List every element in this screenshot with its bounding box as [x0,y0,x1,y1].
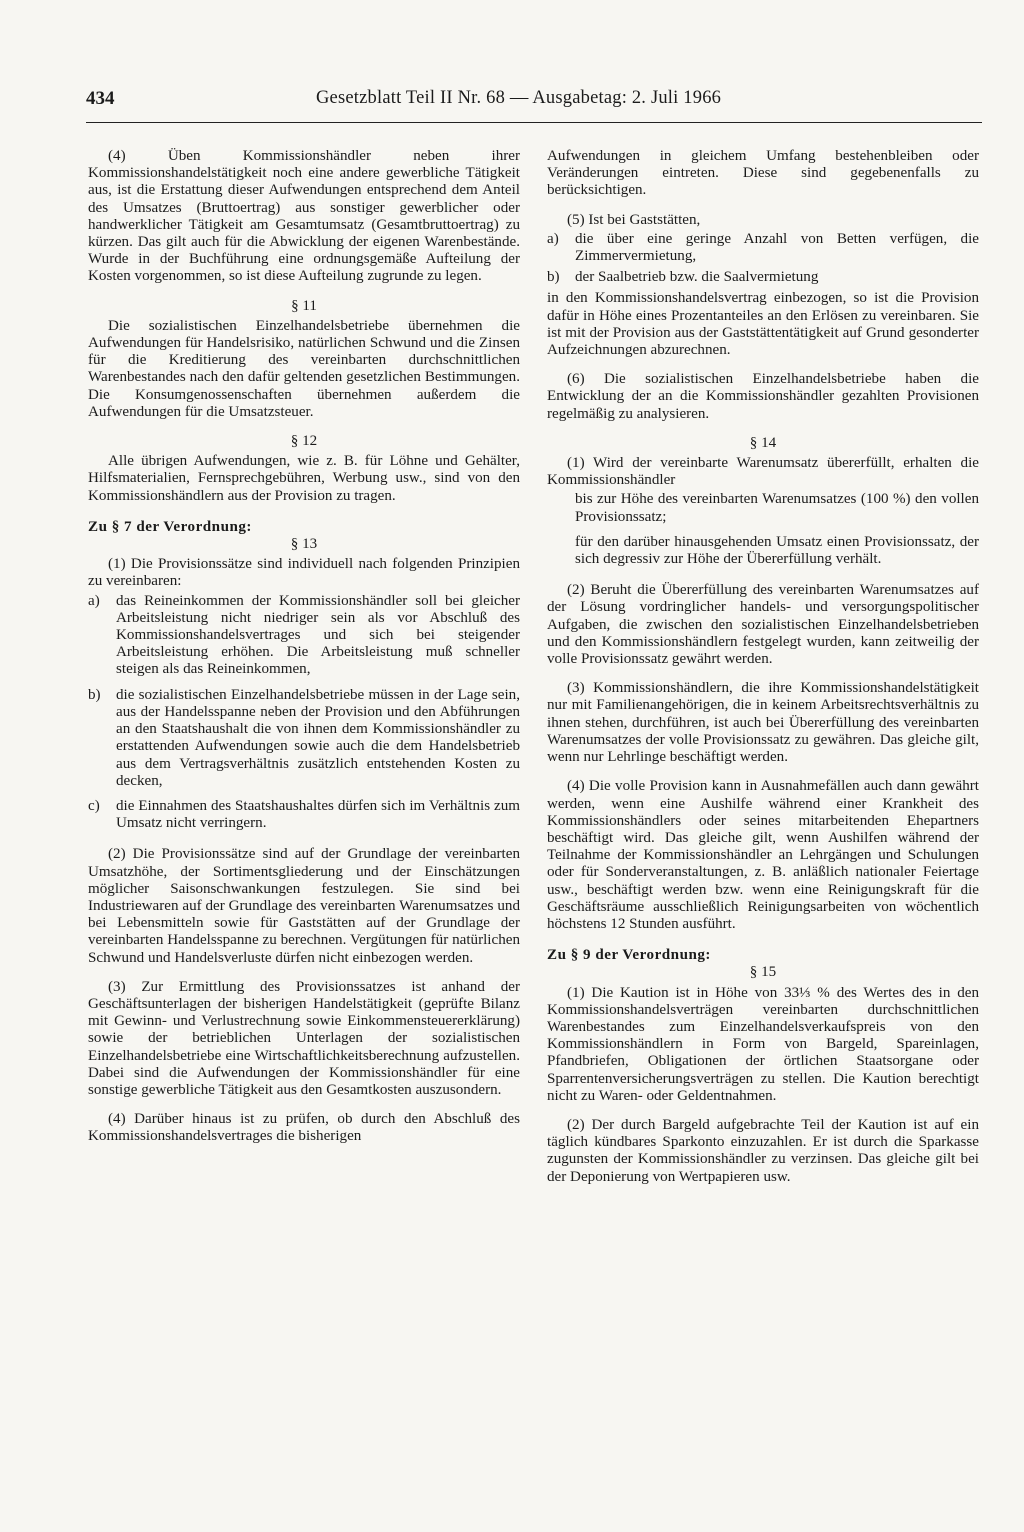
page-number: 434 [86,88,115,109]
running-head: Gesetzblatt Teil II Nr. 68 — Ausgabetag: 2. Juli 1966 [316,88,722,108]
list-item-a [88,593,520,679]
section-14-p2: (2) Beruht die Übererfüllung des vereinbarten Warenumsatzes auf der Lösung vordringlicher handels- und versorgungspolitischer Aufgaben, die zwischen den sozialistischen Einzelhandelsbetrieben und den Kommissionshändlern festgelegt wurden, kann zeitweilig der volle Provisionssatz gewährt werden. [547,582,979,668]
list-item-c [88,798,520,832]
list-item-5b [547,269,979,286]
list-marker-5a: a) [547,230,559,247]
section-13-p5-intro: (5) Ist bei Gaststätten, [567,211,701,228]
section-12-heading: § 12 [290,433,318,450]
list-marker-b: b) [88,686,101,703]
section-13-p1: (1) Die Provisionssätze sind individuell nach folgenden Prinzipien zu vereinbaren: [88,556,520,590]
section-11-heading: § 11 [291,297,317,314]
section-13-p4: (4) Darüber hinaus ist zu prüfen, ob durch den Abschluß des Kommissionshandelsvertrages die bisherigen [88,1111,520,1145]
section-14-sub2: für den darüber hinausgehenden Umsatz einen Provisionssatz, der sich degressiv zur Höhe der Übererfüllung verhält. [575,533,979,568]
list-marker-5b: b) [547,269,560,286]
right-column [547,148,979,1198]
section-14-sub1: bis zur Höhe des vereinbarten Warenumsatzes (100 %) den vollen Provisionssatz; [575,491,979,525]
list-text-c: die Einnahmen des Staatshaushaltes dürfen sich im Verhältnis zum Umsatz nicht verringern. [116,797,520,832]
list-text-5b: der Saalbetrieb bzw. die Saalvermietung [575,269,819,286]
section-13-p6: (6) Die sozialistischen Einzelhandelsbetriebe haben die Entwicklung der an die Kommissionshändler gezahlten Provisionen regelmäßig zu analysieren. [547,371,979,422]
section-13-p4-continued: Aufwendungen in gleichem Umfang bestehenbleiben oder Veränderungen eintreten. Diese sind gegebenenfalls zu berücksichtigen. [547,148,979,199]
left-column [88,148,520,1158]
section-11-text: Die sozialistischen Einzelhandelsbetriebe übernehmen die Aufwendungen für Handelsrisiko, natürlichen Schwund und die Zinsen für die Kreditierung des vereinbarten durchschnittlichen Warenbestandes nach den dafür geltenden gesetzlichen Bestimmungen. Die Konsumgenossenschaften übernehmen außerdem die Aufwendungen für die Umsatzsteuer. [88,317,520,420]
list-text-a: das Reineinkommen der Kommissionshändler soll bei gleicher Arbeitsleistung nicht niedriger sein als vor Abschluß des Kommissionshandelsvertrages und sich bei steigender Arbeitsleistung erhöhen. Die Arbeitsleistung muß schneller steigen als das Reineinkommen, [116,592,520,678]
section-15-p1: (1) Die Kaution ist in Höhe von 33⅓ % des Wertes des in den Kommissionshandelsverträgen vereinbarten durchschnittlichen Warenbestandes zum Einzelhandelsverkaufspreis von den Kommissionshändlern in Form von Bargeld, Spareinlagen, Pfandbriefen, Obligationen der örtlichen Staatsorgane oder Sparrentenversicherungsverträgen zu stellen. Die Kaution berechtigt nicht zu Waren- oder Geldentnahmen. [547,984,979,1104]
section-12-text: Alle übrigen Aufwendungen, wie z. B. für Löhne und Gehälter, Hilfsmaterialien, Fernsprechgebühren, Werbung usw., sind von den Kommissionshändlern aus der Provision zu tragen. [88,453,520,504]
list-text-5a: die über eine geringe Anzahl von Betten verfügen, die Zimmervermietung, [575,230,979,265]
section-13-heading: § 13 [290,536,318,553]
section-14-heading: § 14 [749,434,777,451]
section-13-p5-rest: in den Kommissionshandelsvertrag einbezogen, so ist die Provision dafür in Höhe eines Prozentanteiles an den Erlösen zu vereinbaren. Sie ist mit der Provision aus der Gaststättentätigkeit auf Grund gesonderter Aufzeichnungen abzurechnen. [547,290,979,359]
section-14-p4: (4) Die volle Provision kann in Ausnahmefällen auch dann gewährt werden, wenn eine Aushilfe während einer Krankheit des Kommissionshändlers oder seines mitarbeitenden Ehepartners beschäftigt wird. Das gleiche gilt, wenn Aushilfen während der Teilnahme der Kommissionshändler an Lehrgängen und Schulungen oder für Sonderveranstaltungen, z. B. anläßlich nationaler Feiertage usw., beschäftigt werden bzw. wenn eine Reinigungskraft für die Geschäftsräume ausschließlich Reinigungsarbeiten von wöchentlich höchstens 12 Stunden ausführt. [547,778,979,932]
regulation-7-heading: Zu § 7 der Verordnung: [88,518,252,535]
section-14-p1: (1) Wird der vereinbarte Warenumsatz übererfüllt, erhalten die Kommissionshändler [547,455,979,489]
section-15-p2: (2) Der durch Bargeld aufgebrachte Teil der Kaution ist auf ein täglich kündbares Sparkonto einzuzahlen. Er ist durch die Sparkasse zugunsten der Kommissionshändler zu verzinsen. Das gleiche gilt bei der Deponierung von Wertpapieren usw. [547,1116,979,1185]
regulation-9-heading: Zu § 9 der Verordnung: [547,947,711,964]
list-text-b: die sozialistischen Einzelhandelsbetriebe müssen in der Lage sein, aus der Handelsspanne neben der Provision und den Abführungen an den Staatshaushalt die von ihnen dem Kommissionshändler zu erstattenden Aufwendungen sowie auch die dem Handelsbetrieb aus dem Vertragsverhältnis zusätzlich entstehenden Kosten zu decken, [116,686,520,789]
list-item-5a [547,231,979,265]
list-item-b [88,687,520,790]
section-14-p3: (3) Kommissionshändlern, die ihre Kommissionshandelstätigkeit nur mit Familienangehörigen, die in keinem Arbeitsrechtsverhältnis zu ihnen stehen, durchführen, ist auch bei Übererfüllung des vereinbarten Warenumsatzes der volle Provisionssatz zu gewähren. Das gleiche gilt, wenn nur Lehrlinge beschäftigt werden. [547,680,979,766]
section-13-p3: (3) Zur Ermittlung des Provisionssatzes ist anhand der Geschäftsunterlagen der bisherigen Handelstätigkeit (geprüfte Bilanz mit Gewinn- und Verlustrechnung sowie Einkommensteuererklärung) sowie der betrieblichen Unterlagen der sozialistischen Einzelhandelsbetriebe eine Wirtschaftlichkeitsberechnung aufzustellen. Dabei sind die Aufwendungen der Kommissionshändler für eine sonstige gewerbliche Tätigkeit aus den Gesamtkosten auszusondern. [88,978,520,1098]
section-15-heading: § 15 [749,964,777,981]
list-marker-a: a) [88,592,100,609]
list-marker-c: c) [88,797,100,814]
page-header [86,88,982,123]
paragraph-10-4: (4) Üben Kommissionshändler neben ihrer Kommissionshandelstätigkeit noch eine andere gewerbliche Tätigkeit aus, ist die Erstattung dieser Aufwendungen entsprechend dem Anteil des Umsatzes (Bruttoertrag) aus sonstiger gewerblicher oder handwerklicher Tätigkeit am Gesamtumsatz (Gesamtbruttoertrag) zu kürzen. Das gilt auch für die Abwicklung der eigenen Warenbestände. Wurde in der Buchführung eine ordnungsgemäße Aufteilung der Kosten vorgenommen, so ist diese Aufteilung zugrunde zu legen. [88,148,520,285]
section-13-p2: (2) Die Provisionssätze sind auf der Grundlage der vereinbarten Umsatzhöhe, der Sortimentsgliederung und der Einschätzungen möglicher Saisonschwankungen festzulegen. Sie sind bei Industriewaren auf der Grundlage des vereinbarten Warenumsatzes und bei Lebensmitteln sowie für Gaststätten auf der Grundlage der vereinbarten Handelsspanne zu berechnen. Vergütungen für natürlichen Schwund und Handelsverluste dürfen nicht einbezogen werden. [88,846,520,966]
